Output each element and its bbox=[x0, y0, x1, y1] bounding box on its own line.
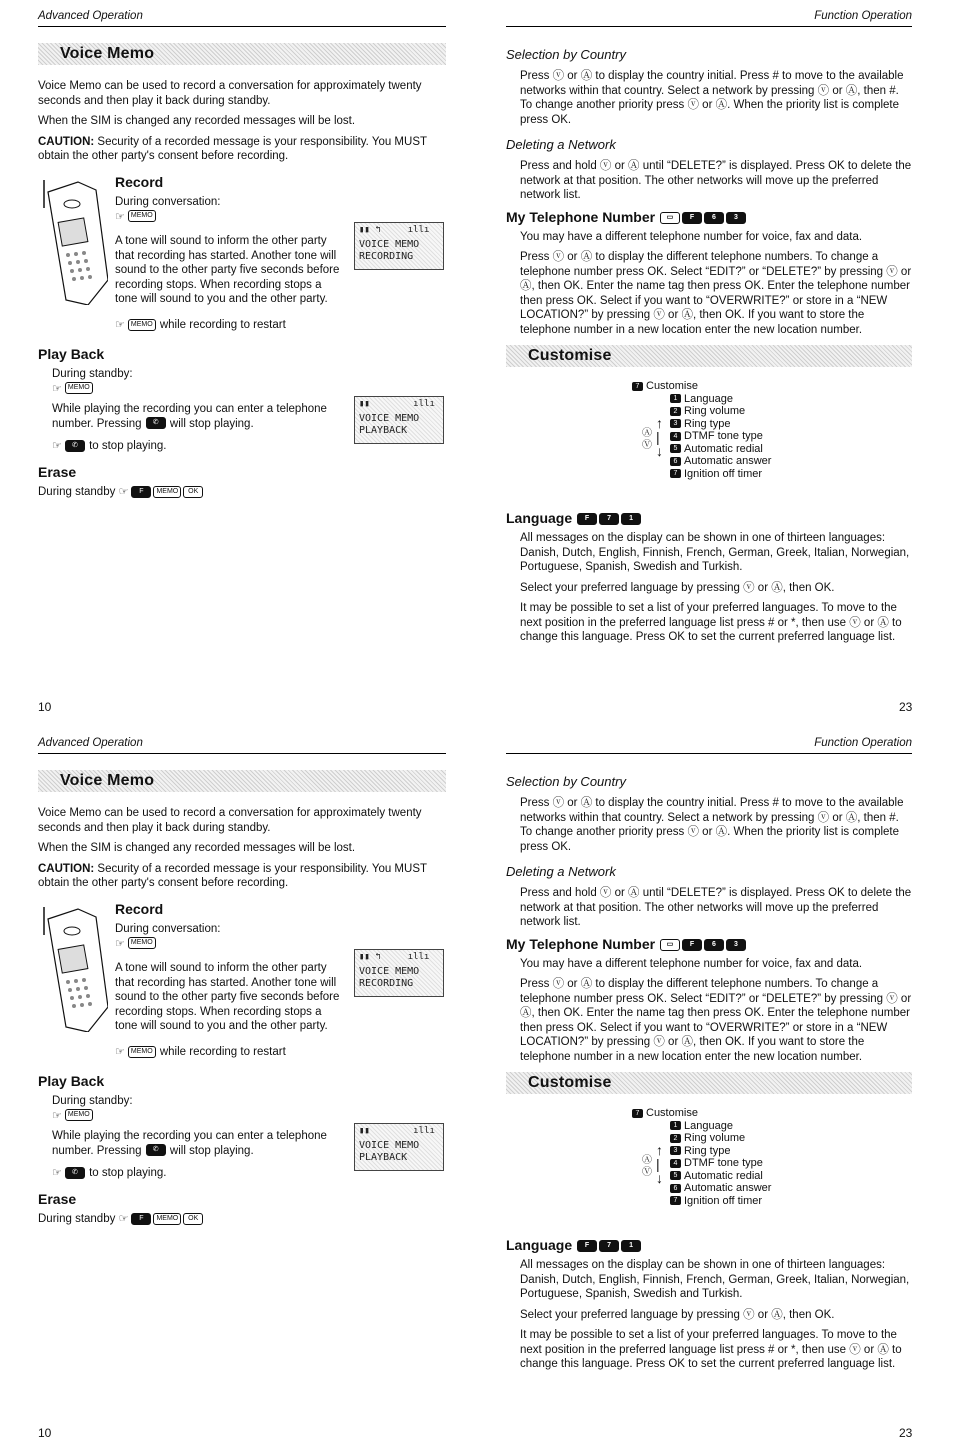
language-select: Select your preferred language by pressing ⓥ or Ⓐ, then OK. bbox=[520, 1308, 835, 1321]
selection-by-country-heading: Selection by Country bbox=[506, 774, 626, 789]
lcd-line: VOICE MEMO bbox=[359, 239, 420, 250]
signal-icon: ▮▮ ↰ ıllı bbox=[359, 952, 430, 962]
sim-note: When the SIM is changed any recorded messages will be lost. bbox=[38, 115, 356, 127]
section-title: Customise bbox=[528, 347, 612, 364]
pointing-hand-icon: ☞ bbox=[118, 486, 129, 498]
memo-key-icon: MEMO bbox=[153, 1213, 181, 1225]
section-banner bbox=[506, 345, 912, 367]
three-key-icon: 3 bbox=[726, 212, 746, 224]
playback-during: During standby: bbox=[52, 1095, 133, 1107]
page-spread-top bbox=[0, 0, 954, 727]
playback-text: While playing the recording you can enter a telephone number. Pressing ✆ will stop playing. bbox=[52, 1130, 327, 1157]
end-key-icon: ✆ bbox=[146, 1144, 166, 1156]
one-key-icon: 1 bbox=[621, 513, 641, 525]
lcd-line: VOICE MEMO bbox=[359, 966, 420, 977]
right-page bbox=[506, 727, 912, 1370]
phone-illustration bbox=[38, 180, 108, 305]
menu-item: 4 DTMF tone type bbox=[670, 430, 771, 443]
page-number: 23 bbox=[899, 1426, 913, 1440]
ok-key-icon: OK bbox=[183, 486, 203, 498]
menu-item: 5 Automatic redial bbox=[670, 443, 771, 456]
caution-text: CAUTION: Security of a recorded message is your responsibility. You MUST obtain the other party's consent before recording. bbox=[38, 862, 427, 889]
lcd-playback bbox=[354, 396, 444, 444]
deleting-network-text: Press and hold ⓥ or Ⓐ until “DELETE?” is displayed. Press OK to delete the network at that position. The other networks will move up the preferred network list. bbox=[520, 160, 912, 201]
section-title: Voice Memo bbox=[60, 772, 155, 789]
section-title: Voice Memo bbox=[60, 45, 155, 62]
record-block bbox=[115, 895, 347, 1040]
menu-title: 7 Customise bbox=[632, 380, 771, 393]
record-text: A tone will sound to inform the other party that recording has started. Another tone will sound to the other party five seconds before recording stops. When recording stops a tone will sound to you and the other party. bbox=[115, 235, 340, 305]
seven-key-icon: 7 bbox=[599, 513, 619, 525]
erase-block bbox=[38, 1185, 204, 1233]
pointing-hand-icon: ☞ bbox=[52, 1109, 62, 1122]
lcd-line: RECORDING bbox=[359, 251, 414, 262]
lcd-line: PLAYBACK bbox=[359, 1152, 408, 1163]
record-text: A tone will sound to inform the other party that recording has started. Another tone will sound to the other party five seconds before recording stops. When recording stops a tone will sound to you and the other party. bbox=[115, 962, 340, 1032]
my-telephone-number-heading: My Telephone Number ▭ F 6 3 bbox=[506, 209, 912, 226]
pointing-hand-icon: ☞ bbox=[115, 210, 125, 223]
sim-note: When the SIM is changed any recorded messages will be lost. bbox=[38, 842, 356, 854]
lcd-recording bbox=[354, 949, 444, 997]
memo-key-icon: MEMO bbox=[128, 1046, 156, 1058]
memo-key-icon: MEMO bbox=[128, 937, 156, 949]
end-key-icon: ✆ bbox=[65, 440, 85, 452]
my-number-text: You may have a different telephone number for voice, fax and data. bbox=[520, 230, 863, 243]
playback-during: During standby: bbox=[52, 368, 133, 380]
running-header: Function Operation bbox=[506, 727, 912, 754]
ok-key-icon: OK bbox=[183, 1213, 203, 1225]
signal-icon: ▮▮ ıllı bbox=[359, 1126, 435, 1136]
menu-item: 1 Language bbox=[670, 1120, 771, 1133]
double-arrow-icon: ↑ | ↓ bbox=[656, 415, 663, 459]
playback-heading: Play Back bbox=[38, 346, 105, 362]
phone-illustration bbox=[38, 907, 108, 1032]
customise-menu bbox=[632, 380, 771, 480]
f-key-icon: F bbox=[577, 513, 597, 525]
running-header: Advanced Operation bbox=[38, 727, 446, 754]
pointing-hand-icon: ☞ bbox=[115, 937, 125, 950]
three-key-icon: 3 bbox=[726, 939, 746, 951]
signal-icon: ▮▮ ↰ ıllı bbox=[359, 225, 430, 235]
memo-key-icon: MEMO bbox=[65, 382, 93, 394]
intro-text: Voice Memo can be used to record a conversation for approximately twenty seconds and then play it back during standby. bbox=[38, 80, 422, 107]
up-down-arrow-icon: Ⓐ Ⓥ bbox=[642, 428, 652, 451]
record-restart: ☞ MEMO while recording to restart bbox=[115, 319, 286, 331]
memo-key-icon: MEMO bbox=[128, 210, 156, 222]
record-heading: Record bbox=[115, 901, 164, 917]
erase-heading: Erase bbox=[38, 1191, 77, 1207]
six-key-icon: 6 bbox=[704, 212, 724, 224]
lcd-line: VOICE MEMO bbox=[359, 1140, 420, 1151]
customise-menu bbox=[632, 1107, 771, 1207]
menu-item: 2 Ring volume bbox=[670, 1132, 771, 1145]
signal-icon: ▮▮ ıllı bbox=[359, 399, 435, 409]
page-number: 10 bbox=[38, 700, 52, 714]
page-spread-bottom bbox=[0, 727, 954, 1454]
playback-text: While playing the recording you can enter a telephone number. Pressing ✆ will stop playing. bbox=[52, 403, 327, 430]
pointing-hand-icon: ☞ bbox=[52, 382, 62, 395]
menu-item: 7 Ignition off timer bbox=[670, 1195, 771, 1208]
language-list: It may be possible to set a list of your preferred languages. To move to the next position in the preferred language list press # or *, then use ⓥ or Ⓐ to change this language. Press OK to set the current preferred language list. bbox=[520, 1329, 902, 1370]
left-page bbox=[38, 727, 446, 1225]
end-key-icon: ✆ bbox=[146, 417, 166, 429]
my-number-instructions: Press ⓥ or Ⓐ to display the different telephone numbers. To change a telephone number press OK. Select “EDIT?” or “DELETE?” by pressing ⓥ or Ⓐ, then OK. Enter the name tag then press OK. Enter the telephone number then press OK. Select if you want to “OVERWRITE?” or store in a “NEW LOCATION?” by pressing ⓥ or Ⓐ, then OK. If you want to store the telephone number in a new location enter the new location number. bbox=[520, 978, 912, 1063]
record-keys bbox=[115, 210, 347, 225]
f-key-icon: F bbox=[577, 1240, 597, 1252]
record-restart: ☞ MEMO while recording to restart bbox=[115, 1046, 286, 1058]
selection-by-country-text: Press ⓥ or Ⓐ to display the country initial. Press # to move to the available networks within that country. Select a network by pressing ⓥ or Ⓐ, then #. To change another priority press ⓥ or Ⓐ. When the priority list is complete press OK. bbox=[520, 70, 904, 126]
lcd-line: PLAYBACK bbox=[359, 425, 408, 436]
erase-heading: Erase bbox=[38, 464, 77, 480]
menu-item: 6 Automatic answer bbox=[670, 1182, 771, 1195]
record-block bbox=[115, 168, 347, 313]
f-key-icon: F bbox=[131, 486, 151, 498]
pointing-hand-icon: ☞ bbox=[115, 319, 125, 331]
language-text: All messages on the display can be shown in one of thirteen languages: Danish, Dutch, English, Finnish, French, German, Greek, Italian, Norwegian, Portuguese, Spanish, Swedish and Turkish. bbox=[520, 1259, 910, 1300]
caution-text: CAUTION: Security of a recorded message is your responsibility. You MUST obtain the other party's consent before recording. bbox=[38, 135, 427, 162]
pointing-hand-icon: ☞ bbox=[115, 1046, 125, 1058]
erase-block bbox=[38, 458, 204, 506]
erase-text: During standby ☞ F MEMO OK bbox=[38, 485, 204, 500]
lcd-playback bbox=[354, 1123, 444, 1171]
language-list: It may be possible to set a list of your preferred languages. To move to the next position in the preferred language list press # or *, then use ⓥ or Ⓐ to change this language. Press OK to set the current preferred language list. bbox=[520, 602, 902, 643]
deleting-network-text: Press and hold ⓥ or Ⓐ until “DELETE?” is displayed. Press OK to delete the network at that position. The other networks will move up the preferred network list. bbox=[520, 887, 912, 928]
pointing-hand-icon: ☞ bbox=[52, 1167, 62, 1179]
menu-item: 2 Ring volume bbox=[670, 405, 771, 418]
record-during: During conversation: bbox=[115, 196, 221, 208]
menu-item: 6 Automatic answer bbox=[670, 455, 771, 468]
selection-by-country-heading: Selection by Country bbox=[506, 47, 626, 62]
six-key-icon: 6 bbox=[704, 939, 724, 951]
seven-key-icon: 7 bbox=[632, 1109, 643, 1118]
playback-heading: Play Back bbox=[38, 1073, 105, 1089]
playback-keys bbox=[52, 382, 446, 397]
menu-item: 5 Automatic redial bbox=[670, 1170, 771, 1183]
section-banner bbox=[38, 770, 446, 792]
page-number: 23 bbox=[899, 700, 913, 714]
my-telephone-number-heading: My Telephone Number ▭ F 6 3 bbox=[506, 936, 912, 953]
up-down-arrow-icon: Ⓐ Ⓥ bbox=[642, 1155, 652, 1178]
lcd-line: VOICE MEMO bbox=[359, 413, 420, 424]
lcd-recording bbox=[354, 222, 444, 270]
memo-key-icon: MEMO bbox=[65, 1109, 93, 1121]
section-banner bbox=[38, 43, 446, 65]
playback-stop: ☞ ✆ to stop playing. bbox=[52, 1167, 167, 1179]
my-number-instructions: Press ⓥ or Ⓐ to display the different telephone numbers. To change a telephone number press OK. Select “EDIT?” or “DELETE?” by pressing ⓥ or Ⓐ, then OK. Enter the name tag then press OK. Enter the telephone number then press OK. Select if you want to “OVERWRITE?” or store in a “NEW LOCATION?” by pressing ⓥ or Ⓐ, then OK. If you want to store the telephone number in a new location enter the new location number. bbox=[520, 251, 912, 336]
language-block bbox=[506, 1231, 912, 1378]
f-key-icon: F bbox=[682, 939, 702, 951]
running-header: Advanced Operation bbox=[38, 0, 446, 27]
f-key-icon: F bbox=[682, 212, 702, 224]
menu-item: 7 Ignition off timer bbox=[670, 468, 771, 481]
pointing-hand-icon: ☞ bbox=[118, 1213, 129, 1225]
seven-key-icon: 7 bbox=[632, 382, 643, 391]
pointing-hand-icon: ☞ bbox=[52, 440, 62, 452]
memo-key-icon: MEMO bbox=[153, 486, 181, 498]
deleting-network-heading: Deleting a Network bbox=[506, 864, 616, 879]
section-title: Customise bbox=[528, 1074, 612, 1091]
end-key-icon: ✆ bbox=[65, 1167, 85, 1179]
f-key-icon: F bbox=[131, 1213, 151, 1225]
my-number-text: You may have a different telephone number for voice, fax and data. bbox=[520, 957, 863, 970]
right-page bbox=[506, 0, 912, 643]
language-heading: Language F 7 1 bbox=[506, 1237, 912, 1254]
language-heading: Language F 7 1 bbox=[506, 510, 912, 527]
left-page bbox=[38, 0, 446, 498]
language-select: Select your preferred language by pressing ⓥ or Ⓐ, then OK. bbox=[520, 581, 835, 594]
seven-key-icon: 7 bbox=[599, 1240, 619, 1252]
menu-item: 1 Language bbox=[670, 393, 771, 406]
section-banner bbox=[506, 1072, 912, 1094]
record-keys bbox=[115, 937, 347, 952]
erase-text: During standby ☞ F MEMO OK bbox=[38, 1212, 204, 1227]
playback-keys bbox=[52, 1109, 446, 1124]
page-number: 10 bbox=[38, 1426, 52, 1440]
lcd-line: RECORDING bbox=[359, 978, 414, 989]
menu-key-icon: ▭ bbox=[660, 939, 680, 951]
language-block bbox=[506, 504, 912, 651]
language-text: All messages on the display can be shown in one of thirteen languages: Danish, Dutch, English, Finnish, French, German, Greek, Italian, Norwegian, Portuguese, Spanish, Swedish and Turkish. bbox=[520, 532, 910, 573]
running-header: Function Operation bbox=[506, 0, 912, 27]
record-during: During conversation: bbox=[115, 923, 221, 935]
double-arrow-icon: ↑ | ↓ bbox=[656, 1142, 663, 1186]
menu-item: 3 Ring type bbox=[670, 1145, 771, 1158]
playback-stop: ☞ ✆ to stop playing. bbox=[52, 440, 167, 452]
selection-by-country-text: Press ⓥ or Ⓐ to display the country initial. Press # to move to the available networks within that country. Select a network by pressing ⓥ or Ⓐ, then #. To change another priority press ⓥ or Ⓐ. When the priority list is complete press OK. bbox=[520, 797, 904, 853]
deleting-network-heading: Deleting a Network bbox=[506, 137, 616, 152]
memo-key-icon: MEMO bbox=[128, 319, 156, 331]
menu-key-icon: ▭ bbox=[660, 212, 680, 224]
menu-item: 4 DTMF tone type bbox=[670, 1157, 771, 1170]
one-key-icon: 1 bbox=[621, 1240, 641, 1252]
record-heading: Record bbox=[115, 174, 164, 190]
intro-text: Voice Memo can be used to record a conversation for approximately twenty seconds and then play it back during standby. bbox=[38, 807, 422, 834]
menu-item: 3 Ring type bbox=[670, 418, 771, 431]
menu-title: 7 Customise bbox=[632, 1107, 771, 1120]
